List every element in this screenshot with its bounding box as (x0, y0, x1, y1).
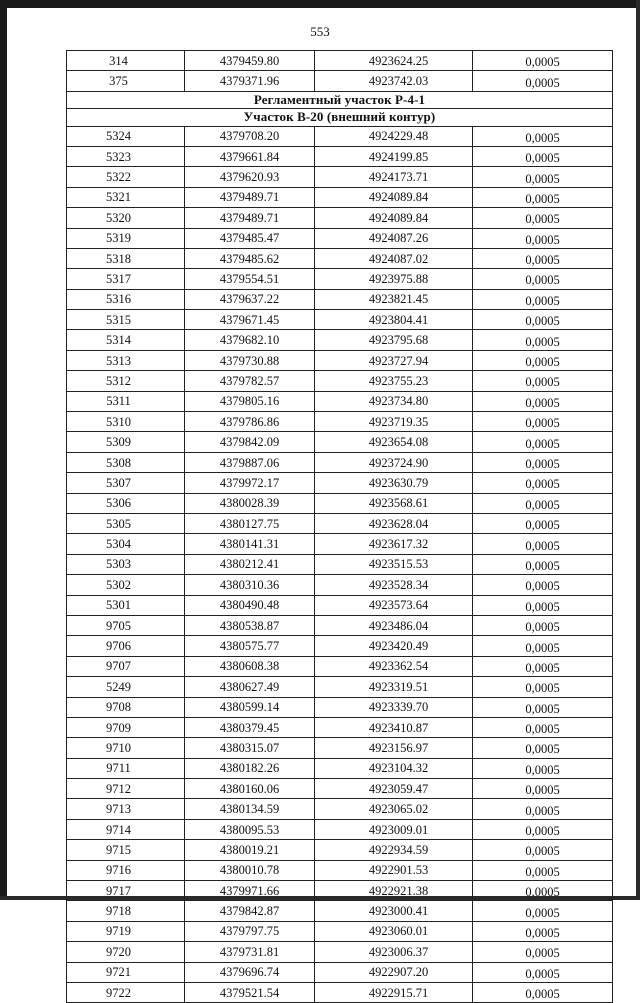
point-cell: 9719 (67, 921, 185, 941)
x-coordinate-cell: 4379671.45 (185, 310, 315, 330)
table-row (67, 738, 613, 758)
x-coordinate-cell: 4379782.57 (185, 371, 315, 391)
value-cell: 0,0005 (473, 310, 613, 330)
value-cell: 0,0005 (473, 248, 613, 268)
table-row (67, 881, 613, 901)
value-cell: 0,0005 (473, 799, 613, 819)
table-row (67, 697, 613, 717)
value-cell: 0,0005 (473, 452, 613, 472)
value-cell: 0,0005 (473, 208, 613, 228)
point-cell: 5315 (67, 310, 185, 330)
y-coordinate-cell: 4923319.51 (315, 677, 473, 697)
y-coordinate-cell: 4923734.80 (315, 391, 473, 411)
value-cell: 0,0005 (473, 779, 613, 799)
table-row (67, 228, 613, 248)
x-coordinate-cell: 4379797.75 (185, 921, 315, 941)
value-cell: 0,0005 (473, 289, 613, 309)
value-cell: 0,0005 (473, 126, 613, 146)
table-row (67, 513, 613, 533)
table-row (67, 350, 613, 370)
value-cell: 0,0005 (473, 860, 613, 880)
table-row (67, 208, 613, 228)
x-coordinate-cell: 4380379.45 (185, 717, 315, 737)
x-coordinate-cell: 4380182.26 (185, 758, 315, 778)
point-cell: 9717 (67, 881, 185, 901)
value-cell: 0,0005 (473, 840, 613, 860)
value-cell: 0,0005 (473, 412, 613, 432)
y-coordinate-cell: 4923568.61 (315, 493, 473, 513)
x-coordinate-cell: 4379696.74 (185, 962, 315, 982)
x-coordinate-cell: 4380010.78 (185, 860, 315, 880)
x-coordinate-cell: 4379708.20 (185, 126, 315, 146)
point-cell: 5304 (67, 534, 185, 554)
x-coordinate-cell: 4379971.66 (185, 881, 315, 901)
table-row (67, 962, 613, 982)
y-coordinate-cell: 4923821.45 (315, 289, 473, 309)
x-coordinate-cell: 4379620.93 (185, 167, 315, 187)
table-row (67, 554, 613, 574)
point-cell: 9714 (67, 819, 185, 839)
scan-border-top (0, 0, 640, 8)
y-coordinate-cell: 4924087.26 (315, 228, 473, 248)
point-cell: 9712 (67, 779, 185, 799)
value-cell: 0,0005 (473, 575, 613, 595)
point-cell: 5321 (67, 187, 185, 207)
table-row (67, 493, 613, 513)
y-coordinate-cell: 4923742.03 (315, 71, 473, 91)
x-coordinate-cell: 4379459.80 (185, 51, 315, 71)
section-headers (67, 91, 613, 126)
x-coordinate-cell: 4379842.87 (185, 901, 315, 921)
point-cell: 9722 (67, 982, 185, 1002)
x-coordinate-cell: 4380019.21 (185, 840, 315, 860)
value-cell: 0,0005 (473, 595, 613, 615)
subsection-row (67, 109, 613, 126)
value-cell: 0,0005 (473, 942, 613, 962)
value-cell: 0,0005 (473, 677, 613, 697)
x-coordinate-cell: 4379485.62 (185, 248, 315, 268)
value-cell: 0,0005 (473, 758, 613, 778)
value-cell: 0,0005 (473, 187, 613, 207)
point-cell: 5307 (67, 473, 185, 493)
table-row (67, 432, 613, 452)
x-coordinate-cell: 4379485.47 (185, 228, 315, 248)
table-row (67, 289, 613, 309)
point-cell: 9716 (67, 860, 185, 880)
point-cell: 9706 (67, 636, 185, 656)
value-cell: 0,0005 (473, 493, 613, 513)
y-coordinate-cell: 4923528.34 (315, 575, 473, 595)
table-row (67, 840, 613, 860)
table-row (67, 330, 613, 350)
table-row (67, 71, 613, 91)
y-coordinate-cell: 4923724.90 (315, 452, 473, 472)
point-cell: 5313 (67, 350, 185, 370)
point-cell: 5323 (67, 146, 185, 166)
y-coordinate-cell: 4922901.53 (315, 860, 473, 880)
x-coordinate-cell: 4380095.53 (185, 819, 315, 839)
table-row (67, 126, 613, 146)
x-coordinate-cell: 4380575.77 (185, 636, 315, 656)
table-row (67, 412, 613, 432)
value-cell: 0,0005 (473, 901, 613, 921)
y-coordinate-cell: 4924089.84 (315, 208, 473, 228)
y-coordinate-cell: 4923009.01 (315, 819, 473, 839)
x-coordinate-cell: 4379521.54 (185, 982, 315, 1002)
value-cell: 0,0005 (473, 269, 613, 289)
scan-border-left (0, 0, 7, 900)
y-coordinate-cell: 4923624.25 (315, 51, 473, 71)
table-row (67, 677, 613, 697)
point-cell: 9718 (67, 901, 185, 921)
value-cell: 0,0005 (473, 330, 613, 350)
value-cell: 0,0005 (473, 982, 613, 1002)
value-cell: 0,0005 (473, 71, 613, 91)
y-coordinate-cell: 4924087.02 (315, 248, 473, 268)
y-coordinate-cell: 4922921.38 (315, 881, 473, 901)
point-cell: 9708 (67, 697, 185, 717)
y-coordinate-cell: 4923339.70 (315, 697, 473, 717)
table-row (67, 248, 613, 268)
table-row (67, 799, 613, 819)
x-coordinate-cell: 4379786.86 (185, 412, 315, 432)
value-cell: 0,0005 (473, 697, 613, 717)
x-coordinate-cell: 4379972.17 (185, 473, 315, 493)
value-cell: 0,0005 (473, 432, 613, 452)
y-coordinate-cell: 4923617.32 (315, 534, 473, 554)
point-cell: 5311 (67, 391, 185, 411)
y-coordinate-cell: 4923060.01 (315, 921, 473, 941)
point-cell: 9713 (67, 799, 185, 819)
point-cell: 9720 (67, 942, 185, 962)
x-coordinate-cell: 4379554.51 (185, 269, 315, 289)
table-row (67, 982, 613, 1002)
section-title: Регламентный участок Р-4-1 (67, 91, 613, 108)
table-row (67, 717, 613, 737)
table-row (67, 921, 613, 941)
x-coordinate-cell: 4380608.38 (185, 656, 315, 676)
y-coordinate-cell: 4924229.48 (315, 126, 473, 146)
coordinates-table (66, 50, 613, 1003)
point-cell: 314 (67, 51, 185, 71)
point-cell: 375 (67, 71, 185, 91)
x-coordinate-cell: 4379489.71 (185, 187, 315, 207)
table-row (67, 901, 613, 921)
x-coordinate-cell: 4379637.22 (185, 289, 315, 309)
table-row (67, 310, 613, 330)
table-row (67, 187, 613, 207)
point-cell: 5320 (67, 208, 185, 228)
y-coordinate-cell: 4923755.23 (315, 371, 473, 391)
table-row (67, 391, 613, 411)
y-coordinate-cell: 4923515.53 (315, 554, 473, 574)
value-cell: 0,0005 (473, 371, 613, 391)
table-row (67, 269, 613, 289)
value-cell: 0,0005 (473, 473, 613, 493)
x-coordinate-cell: 4380627.49 (185, 677, 315, 697)
y-coordinate-cell: 4924089.84 (315, 187, 473, 207)
x-coordinate-cell: 4379661.84 (185, 146, 315, 166)
main-rows (67, 126, 613, 1003)
y-coordinate-cell: 4923486.04 (315, 615, 473, 635)
table-row (67, 452, 613, 472)
x-coordinate-cell: 4380212.41 (185, 554, 315, 574)
y-coordinate-cell: 4924173.71 (315, 167, 473, 187)
x-coordinate-cell: 4380127.75 (185, 513, 315, 533)
y-coordinate-cell: 4923573.64 (315, 595, 473, 615)
y-coordinate-cell: 4923156.97 (315, 738, 473, 758)
point-cell: 5309 (67, 432, 185, 452)
y-coordinate-cell: 4922915.71 (315, 982, 473, 1002)
value-cell: 0,0005 (473, 554, 613, 574)
y-coordinate-cell: 4923000.41 (315, 901, 473, 921)
value-cell: 0,0005 (473, 881, 613, 901)
y-coordinate-cell: 4923719.35 (315, 412, 473, 432)
point-cell: 5303 (67, 554, 185, 574)
value-cell: 0,0005 (473, 717, 613, 737)
x-coordinate-cell: 4379805.16 (185, 391, 315, 411)
value-cell: 0,0005 (473, 228, 613, 248)
point-cell: 5324 (67, 126, 185, 146)
subsection-title: Участок В-20 (внешний контур) (67, 109, 613, 126)
y-coordinate-cell: 4923420.49 (315, 636, 473, 656)
table-row (67, 146, 613, 166)
point-cell: 5312 (67, 371, 185, 391)
x-coordinate-cell: 4380310.36 (185, 575, 315, 595)
x-coordinate-cell: 4380141.31 (185, 534, 315, 554)
point-cell: 9711 (67, 758, 185, 778)
value-cell: 0,0005 (473, 819, 613, 839)
point-cell: 5314 (67, 330, 185, 350)
table-row (67, 615, 613, 635)
point-cell: 5318 (67, 248, 185, 268)
value-cell: 0,0005 (473, 615, 613, 635)
y-coordinate-cell: 4923804.41 (315, 310, 473, 330)
y-coordinate-cell: 4922934.59 (315, 840, 473, 860)
y-coordinate-cell: 4923630.79 (315, 473, 473, 493)
point-cell: 5317 (67, 269, 185, 289)
value-cell: 0,0005 (473, 167, 613, 187)
value-cell: 0,0005 (473, 51, 613, 71)
page-number: 553 (310, 24, 330, 39)
table-row (67, 371, 613, 391)
value-cell: 0,0005 (473, 534, 613, 554)
point-cell: 9721 (67, 962, 185, 982)
y-coordinate-cell: 4923975.88 (315, 269, 473, 289)
y-coordinate-cell: 4923362.54 (315, 656, 473, 676)
table-row (67, 942, 613, 962)
table-row (67, 534, 613, 554)
point-cell: 5310 (67, 412, 185, 432)
x-coordinate-cell: 4380315.07 (185, 738, 315, 758)
x-coordinate-cell: 4379489.71 (185, 208, 315, 228)
y-coordinate-cell: 4923727.94 (315, 350, 473, 370)
x-coordinate-cell: 4379842.09 (185, 432, 315, 452)
value-cell: 0,0005 (473, 350, 613, 370)
x-coordinate-cell: 4379887.06 (185, 452, 315, 472)
point-cell: 9705 (67, 615, 185, 635)
y-coordinate-cell: 4923006.37 (315, 942, 473, 962)
point-cell: 9715 (67, 840, 185, 860)
value-cell: 0,0005 (473, 738, 613, 758)
y-coordinate-cell: 4924199.85 (315, 146, 473, 166)
y-coordinate-cell: 4923104.32 (315, 758, 473, 778)
value-cell: 0,0005 (473, 513, 613, 533)
x-coordinate-cell: 4380599.14 (185, 697, 315, 717)
point-cell: 5306 (67, 493, 185, 513)
point-cell: 5308 (67, 452, 185, 472)
value-cell: 0,0005 (473, 391, 613, 411)
y-coordinate-cell: 4923795.68 (315, 330, 473, 350)
point-cell: 5301 (67, 595, 185, 615)
y-coordinate-cell: 4923628.04 (315, 513, 473, 533)
value-cell: 0,0005 (473, 921, 613, 941)
x-coordinate-cell: 4380134.59 (185, 799, 315, 819)
point-cell: 5249 (67, 677, 185, 697)
table-row (67, 656, 613, 676)
top-rows (67, 51, 613, 92)
table-row (67, 167, 613, 187)
x-coordinate-cell: 4380538.87 (185, 615, 315, 635)
value-cell: 0,0005 (473, 656, 613, 676)
table-row (67, 636, 613, 656)
y-coordinate-cell: 4923654.08 (315, 432, 473, 452)
table-row (67, 860, 613, 880)
value-cell: 0,0005 (473, 962, 613, 982)
point-cell: 9707 (67, 656, 185, 676)
table-row (67, 758, 613, 778)
table-row (67, 473, 613, 493)
x-coordinate-cell: 4379682.10 (185, 330, 315, 350)
y-coordinate-cell: 4922907.20 (315, 962, 473, 982)
table-row (67, 819, 613, 839)
point-cell: 5305 (67, 513, 185, 533)
point-cell: 9710 (67, 738, 185, 758)
table-row (67, 575, 613, 595)
table-row (67, 595, 613, 615)
point-cell: 9709 (67, 717, 185, 737)
y-coordinate-cell: 4923410.87 (315, 717, 473, 737)
scan-border-right (636, 0, 640, 900)
section-row (67, 91, 613, 108)
table-row (67, 779, 613, 799)
value-cell: 0,0005 (473, 636, 613, 656)
y-coordinate-cell: 4923065.02 (315, 799, 473, 819)
point-cell: 5319 (67, 228, 185, 248)
point-cell: 5322 (67, 167, 185, 187)
point-cell: 5302 (67, 575, 185, 595)
x-coordinate-cell: 4380160.06 (185, 779, 315, 799)
x-coordinate-cell: 4380490.48 (185, 595, 315, 615)
table-row (67, 51, 613, 71)
y-coordinate-cell: 4923059.47 (315, 779, 473, 799)
value-cell: 0,0005 (473, 146, 613, 166)
x-coordinate-cell: 4379730.88 (185, 350, 315, 370)
x-coordinate-cell: 4380028.39 (185, 493, 315, 513)
x-coordinate-cell: 4379731.81 (185, 942, 315, 962)
x-coordinate-cell: 4379371.96 (185, 71, 315, 91)
point-cell: 5316 (67, 289, 185, 309)
